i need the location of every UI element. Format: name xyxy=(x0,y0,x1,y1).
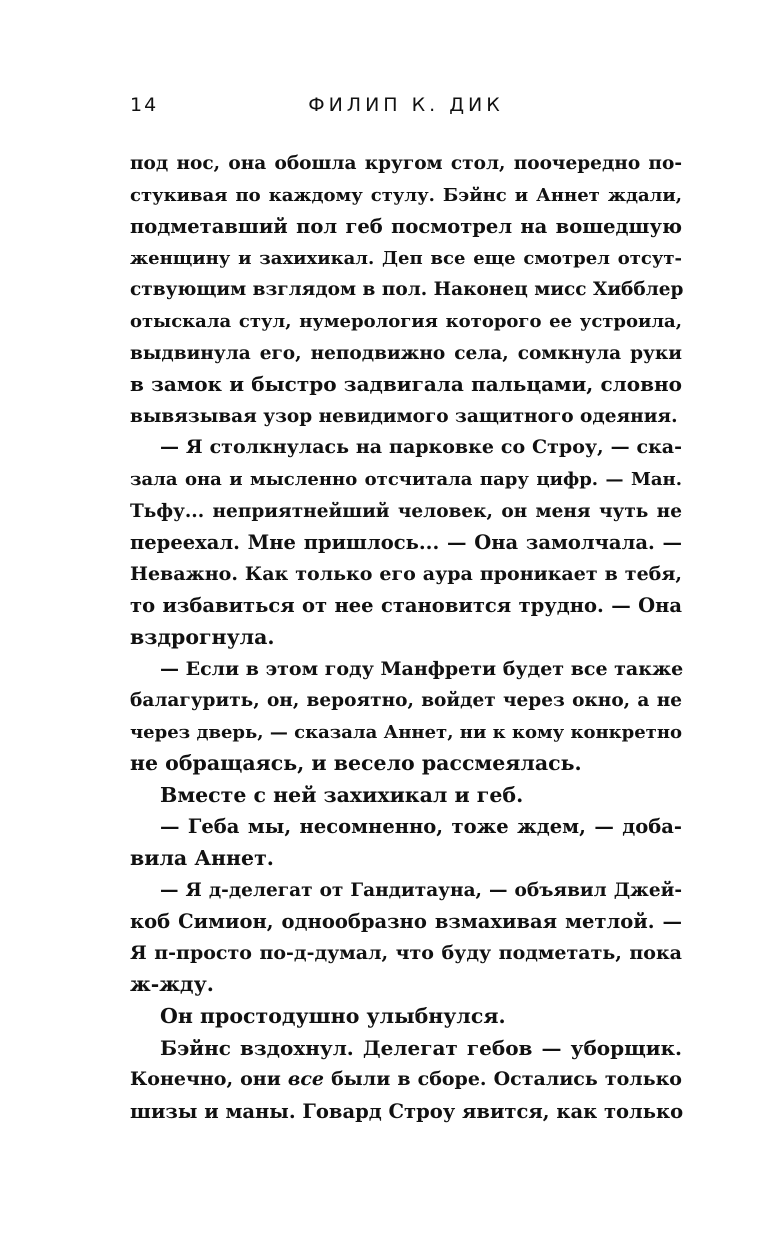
text-line: под нос, она обошла кругом стол, поочередно по- xyxy=(130,153,682,174)
text-line: Он простодушно улыбнулся. xyxy=(160,1004,506,1029)
text-line: женщину и захихикал. Деп все еще смотрел отсут- xyxy=(130,247,682,269)
text-line: — Если в этом году Манфрети будет все также xyxy=(160,657,684,680)
text-line: подметавший пол геб посмотрел на вошедшую xyxy=(130,215,682,239)
text-line: — Я д-делегат от Гандитауна, — объявил Джей- xyxy=(160,879,682,901)
body-text xyxy=(130,148,682,1127)
text-line: Конечно, они все были в сборе. Остались только xyxy=(130,1068,682,1091)
text-line: ж-жду. xyxy=(130,972,214,997)
text-line: то избавиться от нее становится трудно. — Она xyxy=(130,594,682,618)
text-line: переехал. Мне пришлось... — Она замолчала. — xyxy=(130,531,682,555)
text-line: вила Аннет. xyxy=(130,846,274,871)
text-line: отыскала стул, нумерология которого ее устроила, xyxy=(130,310,682,332)
text-line: балагурить, он, вероятно, войдет через окно, а не xyxy=(130,690,682,712)
page-number: 14 xyxy=(130,94,159,116)
text-line: вздрогнула. xyxy=(130,624,275,649)
text-line: через дверь, — сказала Аннет, ни к кому конкретно xyxy=(130,721,682,743)
text-line: — Я столкнулась на парковке со Строу, — ска- xyxy=(160,436,682,459)
text-line: Я п-просто по-д-думал, что буду подметать, пока xyxy=(130,941,682,964)
text-line: зала она и мысленно отсчитала пару цифр. — Ман. xyxy=(130,468,682,490)
italic-emphasis: все xyxy=(287,1068,325,1091)
text-line: коб Симион, однообразно взмахивая метлой. — xyxy=(130,910,682,934)
text-line: шизы и маны. Говард Строу явится, как только xyxy=(130,1099,684,1123)
page-header xyxy=(130,94,682,124)
text-line: — Геба мы, несомненно, тоже ждем, — доба- xyxy=(160,815,682,839)
text-line: в замок и быстро задвигала пальцами, словно xyxy=(130,372,682,397)
text-line: выдвинула его, неподвижно села, сомкнула руки xyxy=(130,342,682,364)
text-line: Тьфу... неприятнейший человек, он меня чуть не xyxy=(130,500,682,522)
running-head: ФИЛИП К. ДИК xyxy=(308,94,504,116)
text-line: Вместе с ней захихикал и геб. xyxy=(160,782,524,807)
text-line: вывязывая узор невидимого защитного одеяния. xyxy=(130,405,678,427)
text-line: не обращаясь, и весело рассмеялась. xyxy=(130,751,582,776)
text-line: ствующим взглядом в пол. Наконец мисс Хибблер xyxy=(130,279,684,301)
text-line: Неважно. Как только его аура проникает в тебя, xyxy=(130,562,682,585)
text-line: стукивая по каждому стулу. Бэйнс и Аннет ждали, xyxy=(130,184,682,206)
text-line: Бэйнс вздохнул. Делегат гебов — уборщик. xyxy=(160,1035,682,1060)
